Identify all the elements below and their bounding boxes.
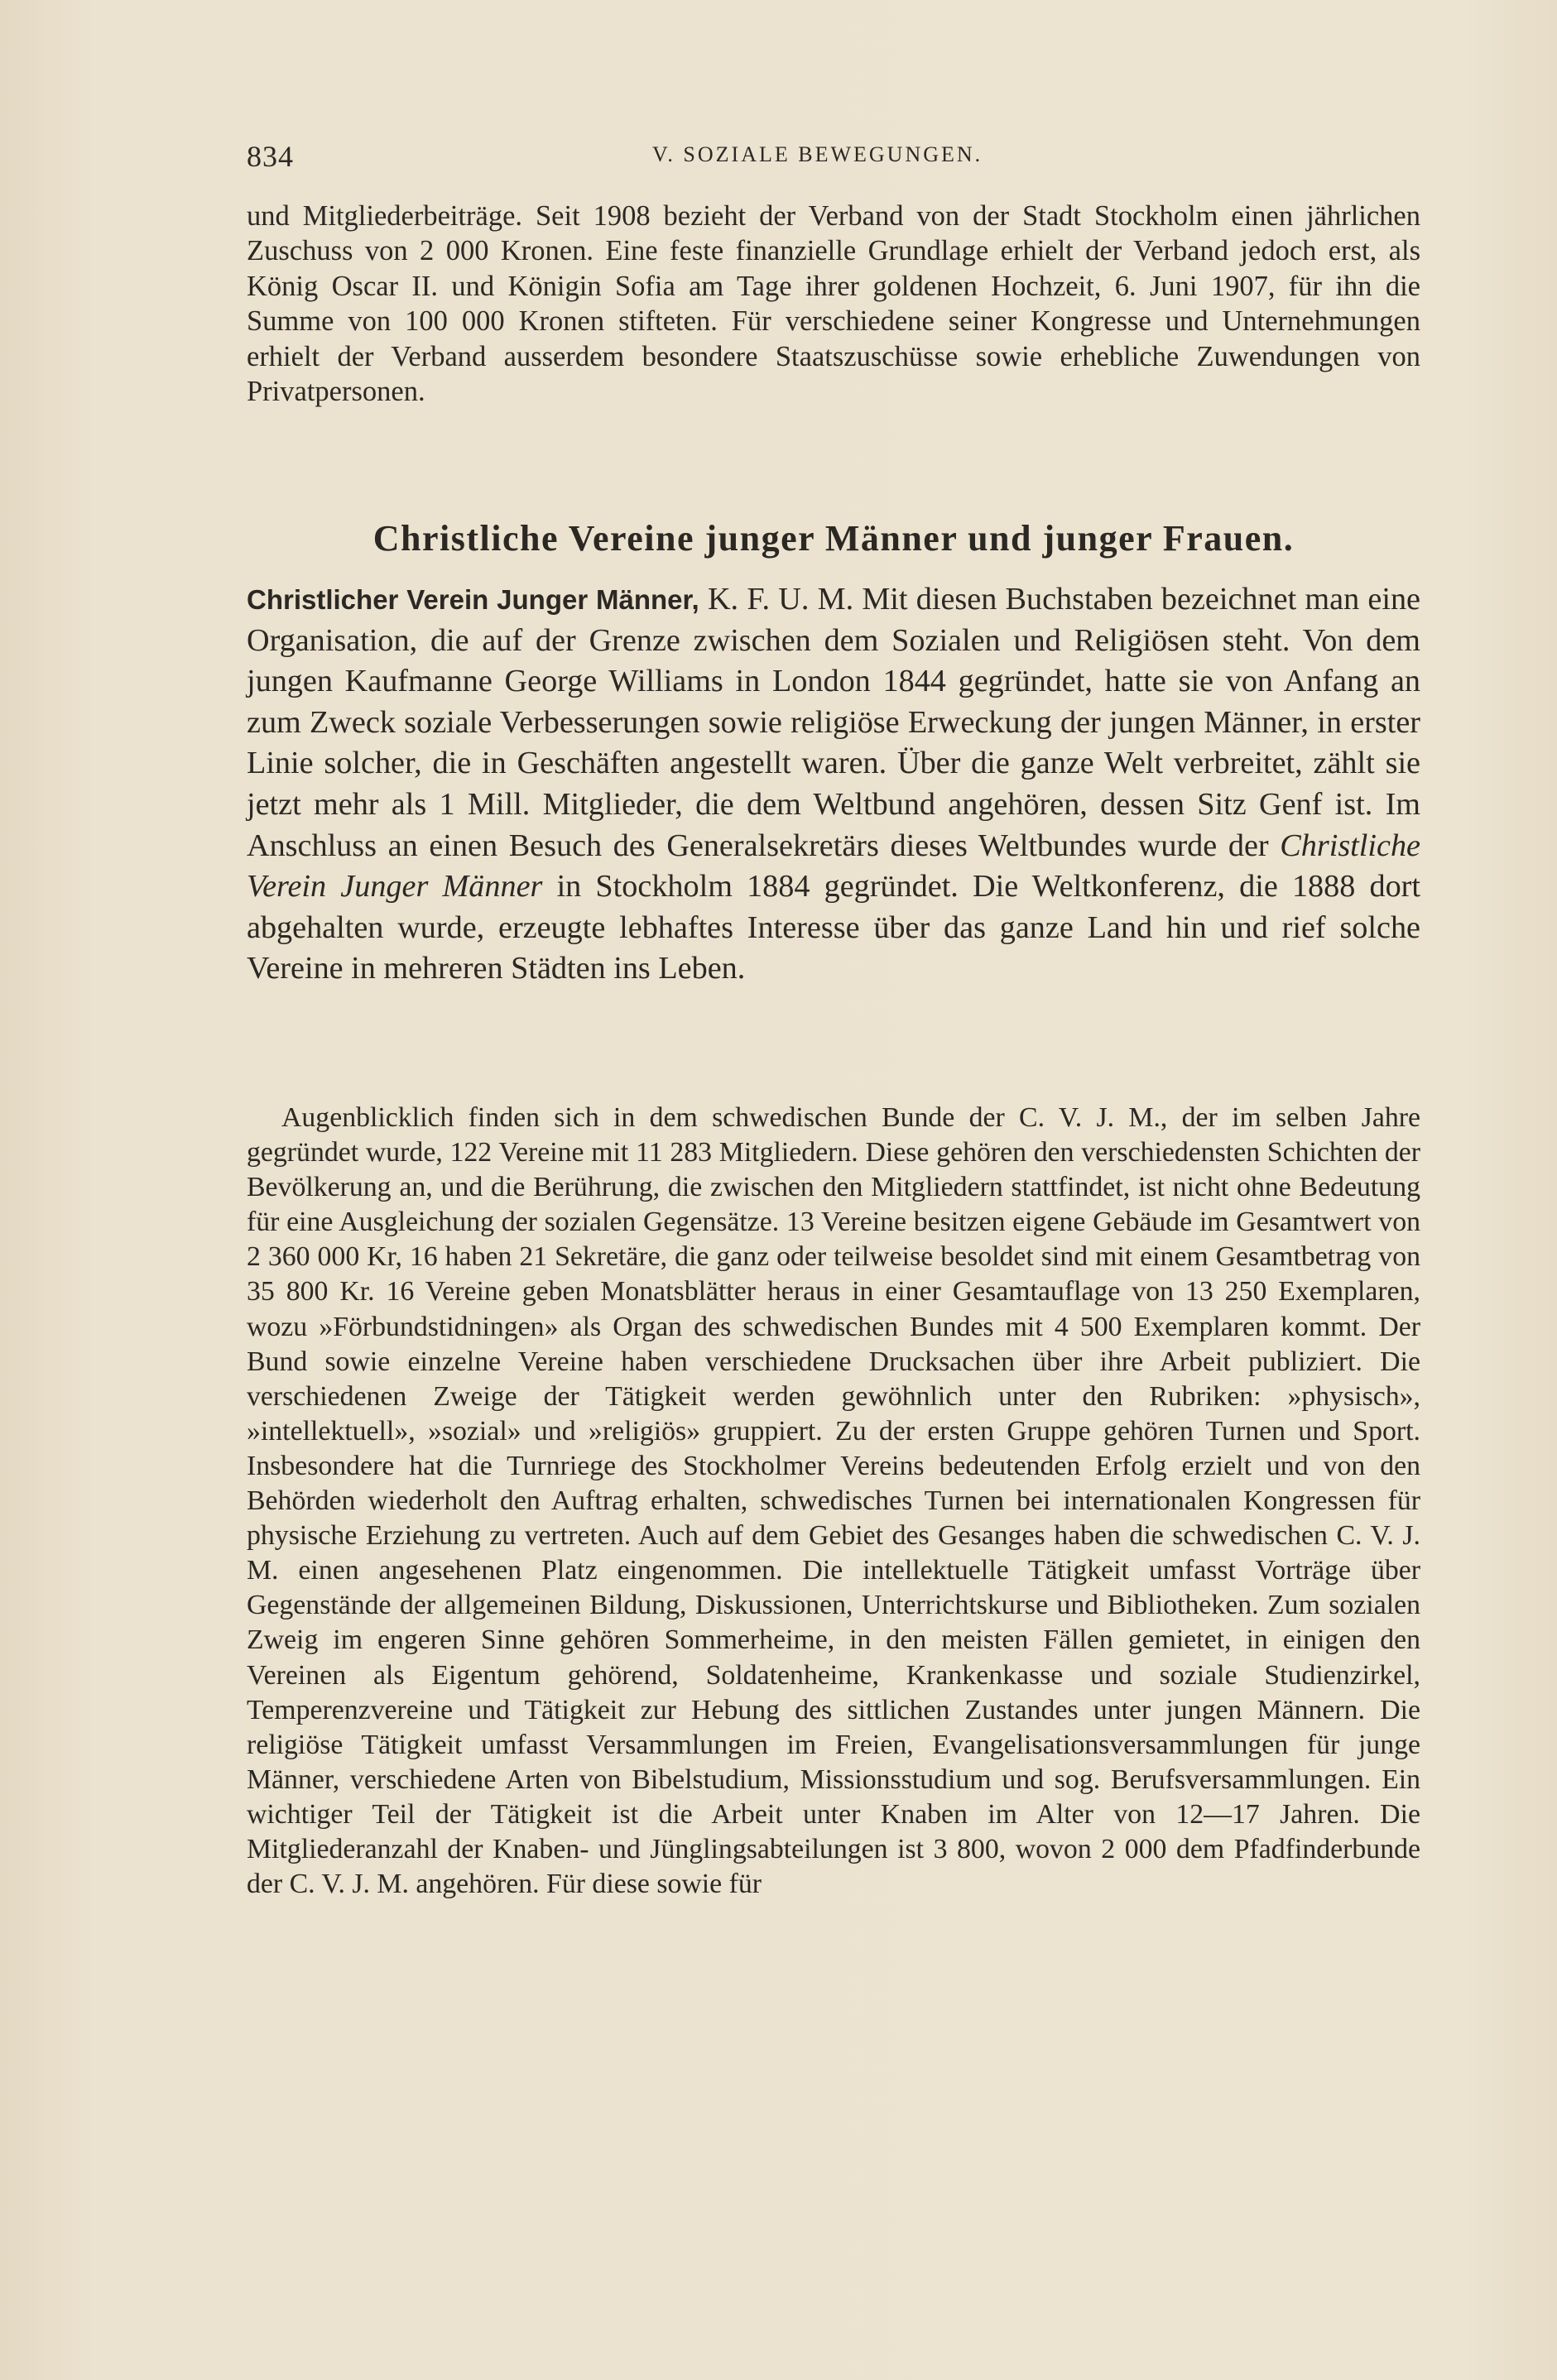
paragraph-text-part-b: in Stockholm 1884 gegründet. Die Weltkonferenz, die 1888 dort abgehalten wurde, erzeugte lebhaftes Interesse über das ganze Land hin und rief solche Vereine in mehreren Städten ins Leben. [247, 869, 1420, 986]
page-number: 834 [247, 140, 294, 173]
running-title: V. SOZIALE BEWEGUNGEN. [652, 142, 983, 166]
section-heading: Christliche Vereine junger Männer und junger Frauen. [372, 518, 1295, 559]
paragraph-verband-funding: und Mitgliederbeiträge. Seit 1908 bezieht der Verband von der Stadt Stockholm einen jährlichen Zuschuss von 2 000 Kronen. Eine feste finanzielle Grundlage erhielt der Verband jedoch erst, als König Oscar II. und Königin Sofia am Tage ihrer goldenen Hochzeit, 6. Juni 1907, für ihn die Summe von 100 000 Kronen stifteten. Für verschiedene seiner Kongresse und Unternehmungen erhielt der Verband ausserdem besondere Staatszuschüsse sowie erhebliche Zuwendungen von Privatpersonen. [247, 200, 1420, 408]
paragraph-cvjm-details: Augenblicklich finden sich in dem schwedischen Bunde der C. V. J. M., der im selben Jahre gegründet wurde, 122 Vereine mit 11 283 Mitgliedern. Diese gehören den verschiedensten Schichten der Bevölkerung an, und die Berührung, die zwischen den Mitgliedern stattfindet, ist nicht ohne Bedeutung für eine Ausgleichung der sozialen Gegensätze. 13 Vereine besitzen eigene Gebäude im Gesamtwert von 2 360 000 Kr, 16 haben 21 Sekretäre, die ganz oder teilweise besoldet sind mit einem Gesamtbetrag von 35 800 Kr. 16 Vereine geben Monatsblätter heraus in einer Gesamtauflage von 13 250 Exemplaren, wozu »Förbundstidningen» als Organ des schwedischen Bundes mit 4 500 Exemplaren kommt. Der Bund sowie einzelne Vereine haben verschiedene Drucksachen über ihre Arbeit publiziert. Die verschiedenen Zweige der Tätigkeit werden gewöhnlich unter den Rubriken: »physisch», »intellektuell», »sozial» und »religiös» gruppiert. Zu der ersten Gruppe gehören Turnen und Sport. Insbesondere hat die Turnriege des Stockholmer Vereins bedeutenden Erfolg erzielt und von den Behörden wiederholt den Auftrag erhalten, schwedisches Turnen bei internationalen Kongressen für physische Erziehung zu vertreten. Auch auf dem Gebiet des Gesanges haben die schwedischen C. V. J. M. einen angesehenen Platz eingenommen. Die intellektuelle Tätigkeit umfasst Vorträge über Gegenstände der allgemeinen Bildung, Diskussionen, Unterrichtskurse und Bibliotheken. Zum sozialen Zweig im engeren Sinne gehören Sommerheime, in den meisten Fällen gemietet, in einigen den Vereinen als Eigentum gehörend, Soldatenheime, Krankenkasse und soziale Studienzirkel, Temperenzvereine und Tätigkeit zur Hebung des sittlichen Zustandes unter jungen Männern. Die religiöse Tätigkeit umfasst Versammlungen im Freien, Evangelisationsversammlungen für junge Männer, verschiedene Arten von Bibelstudium, Missionsstudium und sog. Berufsversammlungen. Ein wichtiger Teil der Tätigkeit ist die Arbeit unter Knaben im Alter von 12—17 Jahren. Die Mitgliederanzahl der Knaben- und Jünglingsabteilungen ist 3 800, wovon 2 000 dem Pfadfinderbunde der C. V. J. M. angehören. Für diese sowie für [247, 1102, 1420, 1900]
paragraph-kfum-intro [247, 579, 1420, 990]
paragraph-text-part-a: K. F. U. M. Mit diesen Buchstaben bezeichnet man eine Organisation, die auf der Grenze zwischen dem Sozialen und Religiösen steht. Von dem jungen Kaufmanne George Williams in London 1844 gegründet, hatte sie von Anfang an zum Zweck soziale Verbesserungen sowie religiöse Erweckung der jungen Männer, in erster Linie solcher, die in Geschäften angestellt waren. Über die ganze Welt verbreitet, zählt sie jetzt mehr als 1 Mill. Mitglieder, die dem Weltbund angehören, dessen Sitz Genf ist. Im Anschluss an einen Besuch des Generalsekretärs dieses Weltbundes wurde der [247, 582, 1420, 863]
running-header [247, 139, 1422, 172]
italic-organisation-name: Christliche Verein Junger Männer [247, 828, 1420, 904]
paragraph-lead-term: Christlicher Verein Junger Männer, [247, 584, 699, 615]
